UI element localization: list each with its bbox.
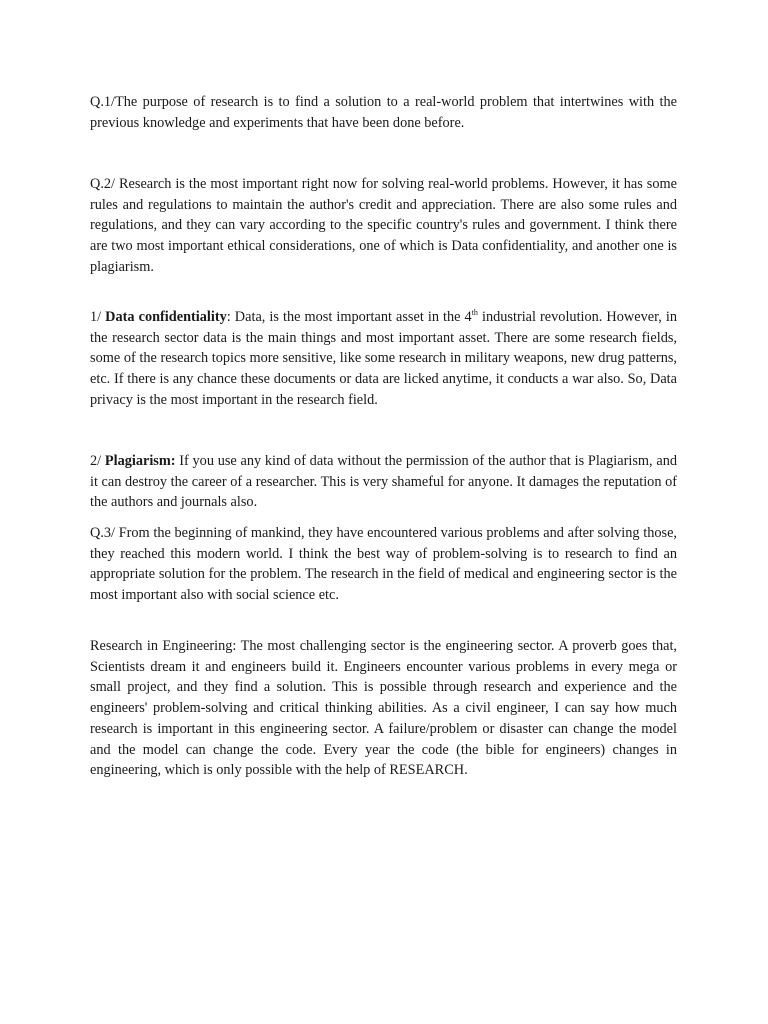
point-2-body: If you use any kind of data without the permission of the author that is Plagiarism, and it can destroy the career of a researcher. This is very shameful for anyone. It damages the reputation of the authors and journals also. xyxy=(90,453,677,511)
data-confidentiality-term: Data confidentiality xyxy=(105,309,227,325)
data-confidentiality-paragraph xyxy=(90,307,677,411)
point-2-prefix: 2/ xyxy=(90,453,105,469)
question-2-paragraph: Q.2/ Research is the most important right now for solving real-world problems. However, it has some rules and regulations to maintain the author's credit and appreciation. There are also some rules and regulations, and they can vary according to the specific country's rules and government. I think there are two most important ethical considerations, one of which is Data confidentiality, and another one is plagiarism. xyxy=(90,176,677,275)
research-in-engineering-paragraph: Research in Engineering: The most challenging sector is the engineering sector. A proverb goes that, Scientists dream it and engineers build it. Engineers encounter various problems in every mega or small project, and they find a solution. This is possible through research and experience and the engineers' problem-solving and critical thinking abilities. As a civil engineer, I can say how much research is important in this engineering sector. A failure/problem or disaster can change the model and the model can change the code. Every year the code (the bible for engineers) changes in engineering, which is only possible with the help of RESEARCH. xyxy=(90,638,677,779)
question-3-paragraph: Q.3/ From the beginning of mankind, they have encountered various problems and after solving those, they reached this modern world. I think the best way of problem-solving is to research to find an appropriate solution for the problem. The research in the field of medical and engineering sector is the most important also with social science etc. xyxy=(90,525,677,604)
ordinal-superscript: th xyxy=(471,308,478,318)
plagiarism-paragraph xyxy=(90,451,677,513)
point-1-body: industrial revolution. However, in the research sector data is the main things and most important asset. There are some research fields, some of the research topics more sensitive, like some research in military weapons, new drug patterns, etc. If there is any chance these documents or data are licked anytime, it conducts a war also. So, Data privacy is the most important in the research field. xyxy=(90,309,678,408)
point-1-intro: : Data, is the most important asset in the 4 xyxy=(226,309,472,325)
plagiarism-term: Plagiarism: xyxy=(104,453,176,469)
point-1-prefix: 1/ xyxy=(90,309,106,325)
question-1-paragraph: Q.1/The purpose of research is to find a solution to a real-world problem that intertwines with the previous knowledge and experiments that have been done before. xyxy=(90,94,677,131)
